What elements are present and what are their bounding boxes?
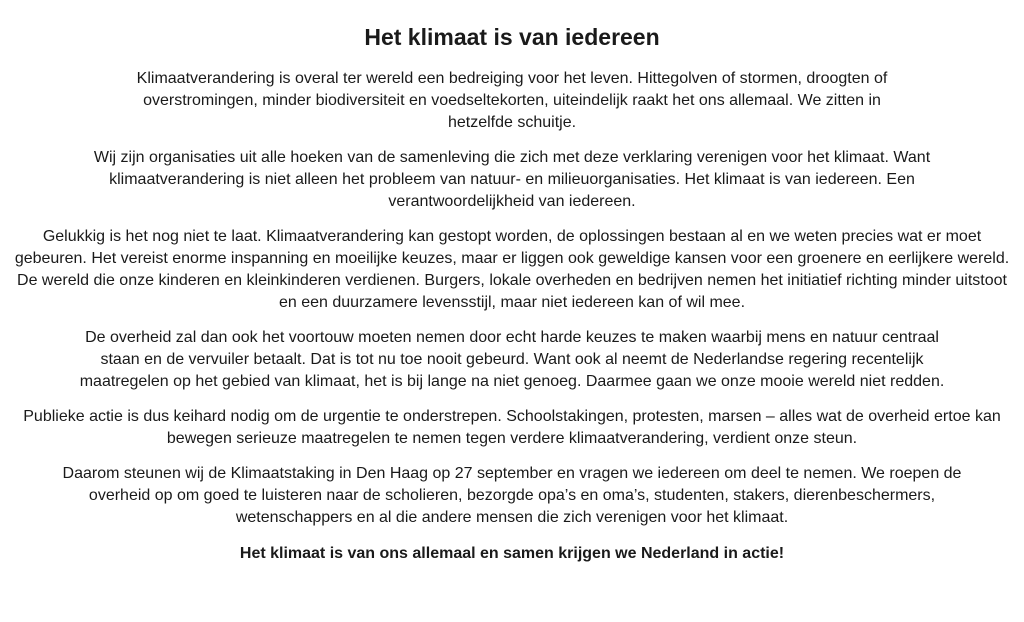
paragraph-government: De overheid zal dan ook het voortouw moeten nemen door echt harde keuzes te maken waarbij mens en natuur centraal staan en de vervuiler betaalt. Dat is tot nu toe nooit gebeurd. Want ook al neemt de Nederlandse regering recentelijk maatregelen op het gebied van klimaat, het is bij lange na niet genoeg. Daarmee gaan we onze mooie wereld niet redden. (79, 329, 945, 390)
paragraph-not-too-late: Gelukkig is het nog niet te laat. Klimaatverandering kan gestopt worden, de oplossingen bestaan al en we weten precies wat er moet gebeuren. Het vereist enorme inspanning en moeilijke keuzes, maar er liggen ook geweldige kansen voor een groenere en eerlijkere wereld. De wereld die onze kinderen en kleinkinderen verdienen. Burgers, lokale overheden en bedrijven nemen het initiatief richting minder uitstoot en een duurzamere levensstijl, maar niet iedereen kan of wil mee. (14, 228, 1010, 311)
paragraph-public-action: Publieke actie is dus keihard nodig om de urgentie te onderstrepen. Schoolstakingen, protesten, marsen – alles wat de overheid ertoe kan bewegen serieuze maatregelen te nemen tegen verdere klimaatverandering, verdient onze steun. (23, 408, 1001, 447)
paragraph-intro: Klimaatverandering is overal ter wereld een bedreiging voor het leven. Hittegolven of stormen, droogten of overstromingen, minder biodiversiteit en voedseltekorten, uiteindelijk raakt het ons allemaal. We zitten in hetzelfde schuitje. (136, 70, 888, 131)
page-title: Het klimaat is van iedereen (364, 24, 660, 50)
paragraph-climate-strike: Daarom steunen wij de Klimaatstaking in Den Haag op 27 september en vragen we iedereen om deel te nemen. We roepen de overheid op om goed te luisteren naar de scholieren, bezorgde opa’s en oma’s, studenten, stakers, dierenbeschermers, wetenschappers en al die andere mensen die zich verenigen voor het klimaat. (62, 465, 962, 526)
paragraph-organisations: Wij zijn organisaties uit alle hoeken van de samenleving die zich met deze verklaring verenigen voor het klimaat. Want klimaatverandering is niet alleen het probleem van natuur- en milieuorganisaties. Het klimaat is van iedereen. Een verantwoordelijkheid van iedereen. (93, 149, 931, 210)
closing-statement: Het klimaat is van ons allemaal en samen krijgen we Nederland in actie! (239, 545, 785, 562)
